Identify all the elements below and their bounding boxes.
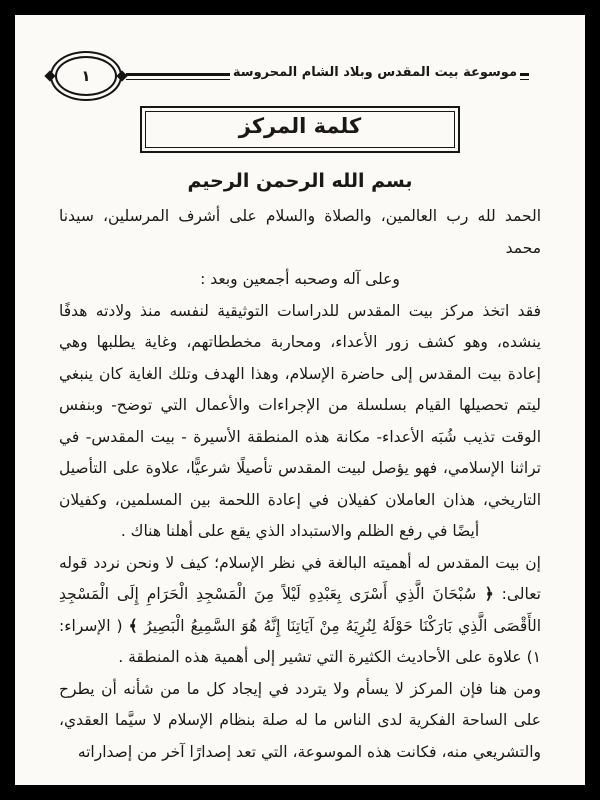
paragraph-quran-outro: علاوة على الأحاديث الكثيرة التي تشير إلى أهمية هذه المنطقة . — [118, 648, 522, 666]
quran-open-bracket: ﴿ — [476, 585, 494, 603]
paragraph-encyclopedia: ومن هنا فإن المركز لا يسأم ولا يتردد في إيجاد كل ما من شأنه أن يطرح على الساحة الفكرية لدى الناس ما له صلة بنظام الإسلام لا سيَّما العقدي، والتشريعي منه، فكانت هذه الموسوعة، التي تعد إصدارًا آخر من إصداراته — [59, 679, 541, 761]
body-text — [59, 201, 541, 768]
quran-close-bracket: ﴾ — [128, 616, 145, 635]
book-page — [15, 15, 585, 785]
quran-verse-reference: ( الإسراء: ١) — [59, 616, 541, 666]
section-title-box — [140, 106, 460, 153]
header-rule-right — [520, 73, 529, 80]
paragraph-center-goal: فقد اتخذ مركز بيت المقدس للدراسات التوثيقية لنفسه منذ ولادته هدفًا ينشده، وهو كشف زور الأعداء، ومحاربة مخططاتهم، وغاية يطلبها وهي إعادة بيت المقدس إلى حاضرة الإسلام، وهذا الهدف وتلك الغاية كان ينبغي ليتم تحصيلها القيام بسلسلة من الإجراءات والأعمال التي توضح- وبنفس الوقت تذيب شُبَه الأعداء- مكانة هذه المنطقة الأسيرة - بيت المقدس- في تراثنا الإسلامي، فهو يؤصل لبيت المقدس تأصيلًا شرعيًّا، علاوة على التأصيل التاريخي، هذان العاملان كفيلان في إعادة اللحمة بين المسلمين، وكفيلان أيضًا في رفع الظلم والاستبداد الذي يقع على أهلنا هناك . — [59, 301, 541, 540]
section-title: كلمة المركز — [145, 111, 455, 148]
page-number: ١ — [81, 67, 91, 85]
paragraph-quran — [59, 548, 541, 674]
page-number-ornament — [55, 56, 117, 96]
basmala-heading: بسم الله الرحمن الرحيم — [187, 170, 413, 192]
quran-verse-isra: سُبْحَانَ الَّذِي أَسْرَى بِعَبْدِهِ لَيْلاً مِنَ الْمَسْجِدِ الْحَرَامِ إِلَى الْمَسْجِدِ الأَقْصَى الَّذِي بَارَكْنَا حَوْلَهُ لِنُرِيَهُ مِنْ آيَاتِنَا إِنَّهُ هُوَ السَّمِيعُ الْبَصِيرُ — [59, 585, 542, 635]
paragraph-hamd-tail: وعلى آله وصحبه أجمعين وبعد : — [200, 270, 400, 288]
series-title: موسوعة بيت المقدس وبلاد الشام المحروسة — [232, 64, 517, 80]
running-head — [53, 53, 529, 99]
header-rule-left — [126, 73, 230, 80]
paragraph-quran-intro: إن بيت المقدس له أهميته البالغة في نظر الإسلام؛ كيف لا ونحن نردد قوله تعالى: — [59, 553, 541, 603]
paragraph-hamd: الحمد لله رب العالمين، والصلاة والسلام على أشرف المرسلين، سيدنا محمد — [59, 207, 541, 257]
